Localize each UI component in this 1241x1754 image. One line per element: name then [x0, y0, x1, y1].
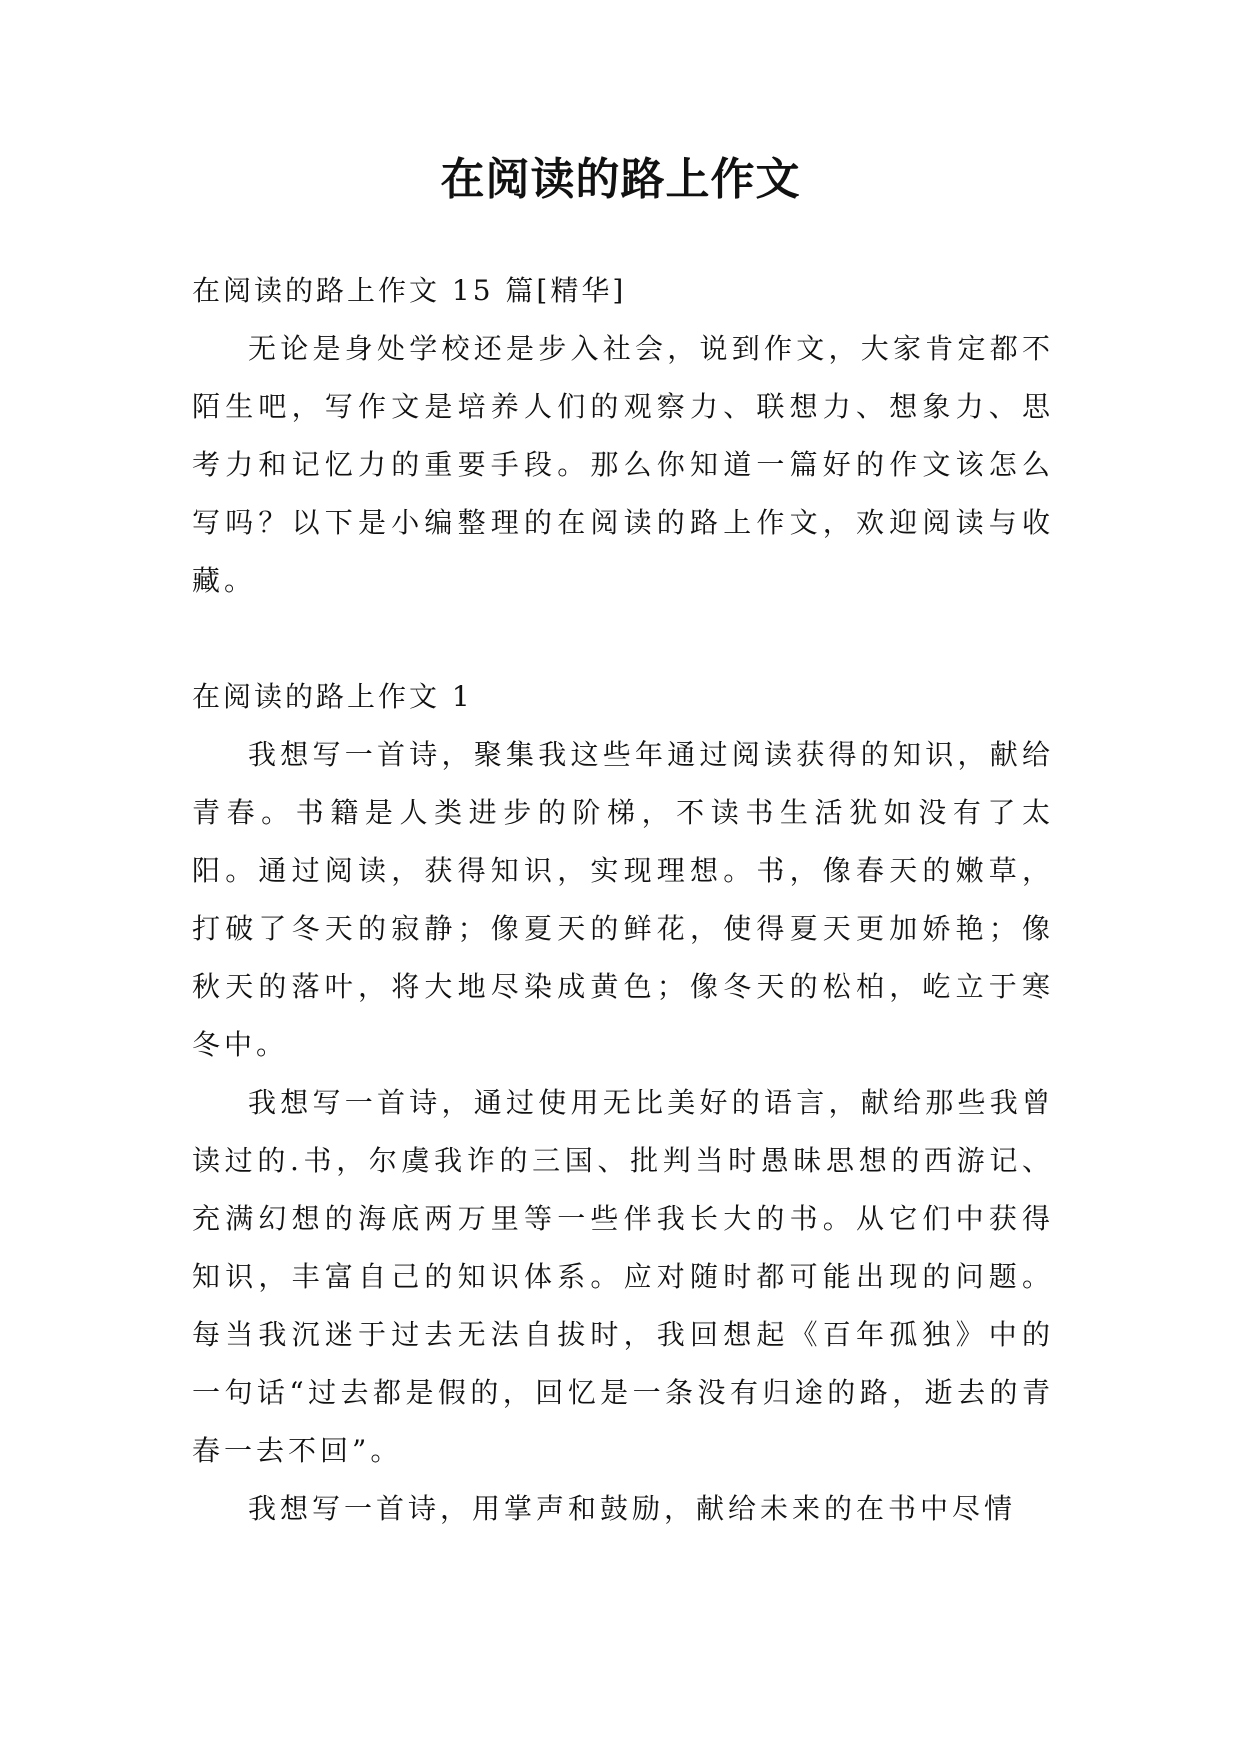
- document-body: [192, 262, 1054, 1538]
- intro-paragraph: 无论是身处学校还是步入社会，说到作文，大家肯定都不陌生吧，写作文是培养人们的观察力、联想力、想象力、思考力和记忆力的重要手段。那么你知道一篇好的作文该怎么写吗？以下是小编整理的在阅读的路上作文，欢迎阅读与收藏。: [192, 332, 1054, 597]
- document-subtitle: 在阅读的路上作文 15 篇[精华]: [192, 274, 627, 307]
- section-spacer: [192, 610, 1054, 668]
- section-heading: 在阅读的路上作文 1: [192, 680, 473, 713]
- body-paragraph: 我想写一首诗，聚集我这些年通过阅读获得的知识，献给青春。书籍是人类进步的阶梯，不读书生活犹如没有了太阳。通过阅读，获得知识，实现理想。书，像春天的嫩草，打破了冬天的寂静；像夏天的鲜花，使得夏天更加娇艳；像秋天的落叶，将大地尽染成黄色；像冬天的松柏，屹立于寒冬中。: [192, 738, 1054, 1061]
- document-title: 在阅读的路上作文: [440, 154, 801, 205]
- body-paragraph: 我想写一首诗，通过使用无比美好的语言，献给那些我曾读过的.书，尔虞我诈的三国、批判当时愚昧思想的西游记、充满幻想的海底两万里等一些伴我长大的书。从它们中获得知识，丰富自己的知识体系。应对随时都可能出现的问题。每当我沉迷于过去无法自拔时，我回想起《百年孤独》中的一句话“过去都是假的，回忆是一条没有归途的路，逝去的青春一去不回”。: [192, 1086, 1054, 1467]
- body-paragraph: 我想写一首诗，用掌声和鼓励，献给未来的在书中尽情: [248, 1492, 1017, 1525]
